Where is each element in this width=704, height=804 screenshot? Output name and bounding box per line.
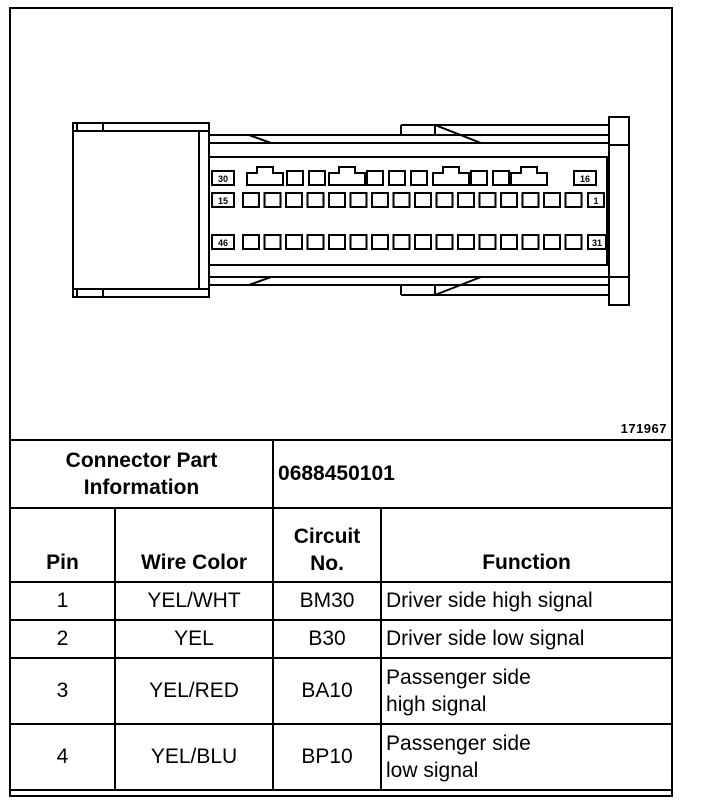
connector-table (11, 439, 671, 791)
pin-cavity (458, 235, 474, 249)
circuit-cell: BP10 (273, 724, 381, 790)
pin-cavity (308, 193, 324, 207)
figure-number: 171967 (620, 421, 667, 436)
pin-cavity (351, 235, 367, 249)
pin-cavity (493, 171, 509, 185)
pin-cavity (351, 193, 367, 207)
wire-color-cell: YEL/BLU (115, 724, 273, 790)
pin-cavity (501, 235, 517, 249)
pin-label-16: 16 (579, 174, 591, 184)
connector-drawing (11, 9, 671, 441)
pin-cavity (544, 235, 560, 249)
pin-cavity (287, 171, 303, 185)
pin-cavity (437, 193, 453, 207)
pin-cell: 2 (11, 620, 115, 658)
pin-cell: 1 (11, 582, 115, 620)
pin-cavity (544, 193, 560, 207)
header-pin: Pin (11, 508, 115, 582)
pin-cavity (286, 235, 302, 249)
pin-cavity (265, 235, 281, 249)
connector-figure (11, 9, 671, 441)
function-cell: Passenger side high signal (381, 658, 671, 724)
table-row (11, 658, 671, 724)
circuit-cell: B30 (273, 620, 381, 658)
pin-grid (243, 167, 582, 249)
circuit-cell: BA10 (273, 658, 381, 724)
pin-cell: 3 (11, 658, 115, 724)
wire-color-cell: YEL/WHT (115, 582, 273, 620)
header-function: Function (381, 508, 671, 582)
pin-cavity (367, 171, 383, 185)
pin-cavity (523, 193, 539, 207)
header-wire-color: Wire Color (115, 508, 273, 582)
keyed-cavity (511, 167, 547, 185)
pin-cavity (243, 235, 259, 249)
pin-cavity (411, 171, 427, 185)
wire-color-cell: YEL/RED (115, 658, 273, 724)
pin-cavity (329, 235, 345, 249)
pin-cavity (309, 171, 325, 185)
table-row (11, 582, 671, 620)
connector-part-label: Connector Part Information (11, 440, 273, 508)
wire-color-cell: YEL (115, 620, 273, 658)
pin-cavity (243, 193, 259, 207)
pin-cavity (329, 193, 345, 207)
header-circuit: Circuit No. (273, 508, 381, 582)
pin-cavity (415, 193, 431, 207)
pin-cavity (480, 193, 496, 207)
table-row (11, 620, 671, 658)
pin-cavity (394, 193, 410, 207)
pin-cavity (501, 193, 517, 207)
keyed-cavity (433, 167, 469, 185)
pin-cavity (458, 193, 474, 207)
column-header-row (11, 508, 671, 582)
pin-cavity (566, 235, 582, 249)
circuit-cell: BM30 (273, 582, 381, 620)
function-cell: Driver side low signal (381, 620, 671, 658)
pin-cavity (480, 235, 496, 249)
pin-cavity (265, 193, 281, 207)
pin-cavity (286, 193, 302, 207)
pin-cavity (394, 235, 410, 249)
pin-label-15: 15 (217, 196, 229, 206)
keyed-cavity (329, 167, 365, 185)
pin-label-1: 1 (593, 196, 599, 206)
pin-cavity (389, 171, 405, 185)
pin-label-46: 46 (217, 238, 229, 248)
connector-sheet (9, 7, 673, 797)
function-cell: Passenger side low signal (381, 724, 671, 790)
connector-part-number: 0688450101 (273, 440, 671, 508)
pin-cavity (372, 235, 388, 249)
pin-label-30: 30 (217, 174, 229, 184)
pin-cavity (523, 235, 539, 249)
pin-cavity (415, 235, 431, 249)
pin-label-31: 31 (591, 238, 603, 248)
connector-body-left (73, 123, 209, 297)
function-cell: Driver side high signal (381, 582, 671, 620)
pin-cavity (372, 193, 388, 207)
pin-cavity (308, 235, 324, 249)
pin-cavity (471, 171, 487, 185)
pin-cell: 4 (11, 724, 115, 790)
connector-info-row (11, 440, 671, 508)
pin-cavity (566, 193, 582, 207)
keyed-cavity (247, 167, 283, 185)
table-row (11, 724, 671, 790)
pin-cavity (437, 235, 453, 249)
